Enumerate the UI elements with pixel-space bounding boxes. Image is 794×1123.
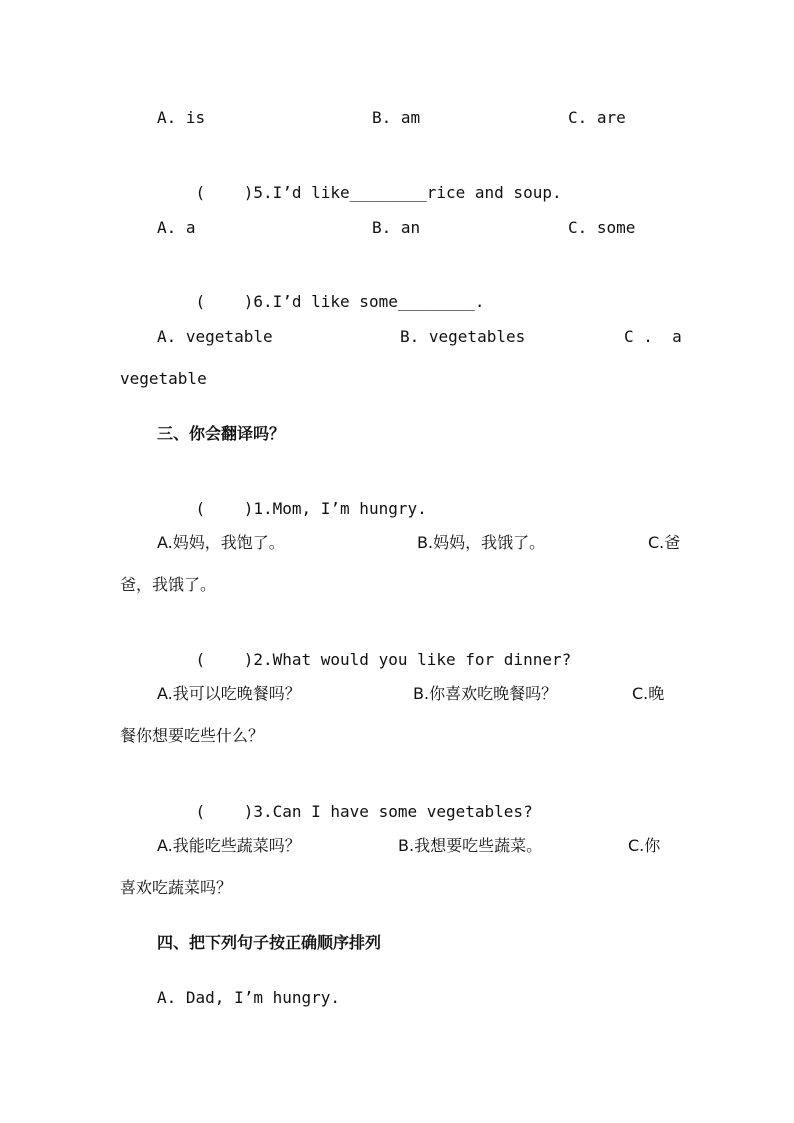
t1-option-c-wrap: 爸，我饿了。 xyxy=(120,575,217,594)
answer-paren-close: ) xyxy=(243,802,254,821)
section-3-title: 三、你会翻译吗？ xyxy=(157,424,286,443)
q4-option-a: A. is xyxy=(157,108,206,127)
t3-option-c: C.你 xyxy=(628,836,661,855)
t3-text: 3.Can I have some vegetables? xyxy=(253,802,533,821)
q6-question xyxy=(157,272,485,332)
answer-paren-open[interactable]: ( xyxy=(195,802,206,821)
q6-option-a: A. vegetable xyxy=(157,327,273,346)
t1-option-a: A.妈妈，我饱了。 xyxy=(157,533,285,552)
t2-option-a: A.我可以吃晚餐吗？ xyxy=(157,684,301,703)
t3-option-c-wrap: 喜欢吃蔬菜吗？ xyxy=(120,878,233,897)
t1-text: 1.Mom, I’m hungry. xyxy=(253,499,427,518)
q5-option-b: B. an xyxy=(372,218,421,237)
q4-option-c: C. are xyxy=(568,108,626,127)
answer-paren-open[interactable]: ( xyxy=(195,650,206,669)
t2-option-b: B.你喜欢吃晚餐吗？ xyxy=(413,684,558,703)
q6-option-c-wrap: vegetable xyxy=(120,369,207,388)
q4-option-b: B. am xyxy=(372,108,421,127)
q6-option-c: C . a xyxy=(624,327,682,346)
t2-question xyxy=(157,630,571,690)
q5-option-c: C. some xyxy=(568,218,636,237)
t3-option-a: A.我能吃些蔬菜吗？ xyxy=(157,836,301,855)
answer-paren-close: ) xyxy=(243,499,254,518)
q5-text: 5.I’d like________rice and soup. xyxy=(253,183,562,202)
t1-option-c: C.爸 xyxy=(648,533,681,552)
answer-paren-open[interactable]: ( xyxy=(195,499,206,518)
answer-paren-close: ) xyxy=(243,183,254,202)
t2-option-c: C.晚 xyxy=(632,684,665,703)
q5-question xyxy=(157,163,562,223)
section-4-title: 四、把下列句子按正确顺序排列 xyxy=(157,933,382,952)
t2-option-c-wrap: 餐你想要吃些什么？ xyxy=(120,726,265,745)
t2-text: 2.What would you like for dinner? xyxy=(253,650,572,669)
t1-question xyxy=(157,479,427,539)
answer-paren-close: ) xyxy=(243,650,254,669)
t3-option-b: B.我想要吃些蔬菜。 xyxy=(398,836,543,855)
q6-option-b: B. vegetables xyxy=(400,327,526,346)
q6-text: 6.I’d like some________. xyxy=(253,292,485,311)
t3-question xyxy=(157,782,533,842)
answer-paren-open[interactable]: ( xyxy=(195,183,206,202)
answer-paren-open[interactable]: ( xyxy=(195,292,206,311)
q5-option-a: A. a xyxy=(157,218,196,237)
t1-option-b: B.妈妈，我饿了。 xyxy=(417,533,546,552)
answer-paren-close: ) xyxy=(243,292,254,311)
s4-item-a: A. Dad, I’m hungry. xyxy=(157,988,341,1007)
